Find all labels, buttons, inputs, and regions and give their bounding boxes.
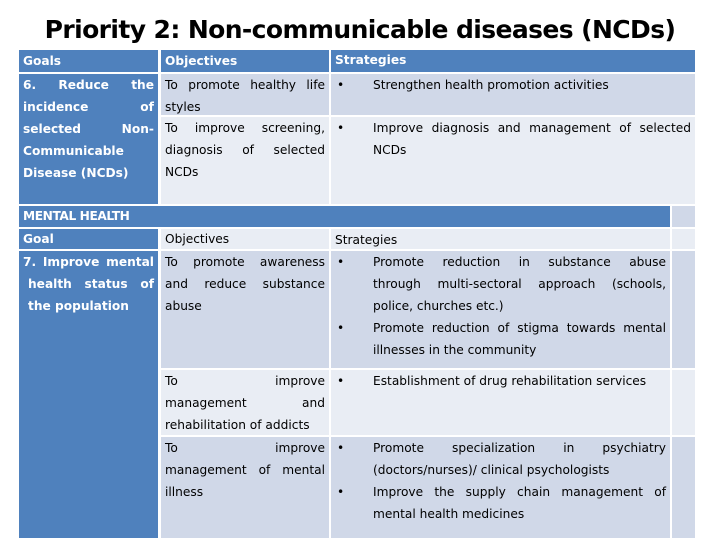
header-objectives-label: Objectives	[165, 232, 230, 246]
strategy-text-block	[373, 481, 666, 525]
bullet-icon: •	[337, 321, 345, 335]
objective-line: illness	[165, 485, 204, 499]
goal-line: the population	[28, 299, 129, 313]
mh-strategy-cell-2	[331, 370, 670, 435]
objective-line: styles	[165, 100, 201, 114]
strategy-text-block	[373, 251, 666, 317]
extra-column-row-1	[672, 251, 695, 368]
mh-goal-cell	[19, 251, 158, 538]
objective-line: and reduce substance	[165, 277, 325, 291]
strategy-text-block	[373, 117, 691, 161]
section-title-mental-health	[19, 206, 670, 227]
objective-line: To improve screening,	[165, 121, 325, 135]
header-objectives-mh	[161, 229, 329, 249]
strategy-item	[335, 251, 666, 317]
ncd-objective-cell-2	[161, 117, 329, 204]
mh-objective-cell-3	[161, 437, 329, 538]
extra-column-row-2	[672, 370, 695, 435]
strategy-text-block	[373, 437, 666, 481]
bullet-icon: •	[337, 255, 345, 269]
extra-column-goal-row	[672, 229, 695, 249]
mh-objective-cell-1	[161, 251, 329, 368]
strategy-item	[335, 437, 666, 481]
goal-line: Communicable	[23, 144, 124, 158]
header-strategies	[331, 50, 695, 72]
strategy-line: Promote reduction in substance abuse	[373, 255, 666, 269]
objective-line: management of mental	[165, 463, 325, 477]
strategy-line: Improve diagnosis and management of selected	[373, 121, 691, 135]
bullet-icon: •	[337, 441, 345, 455]
objective-line: To improve	[165, 374, 325, 388]
strategy-item	[335, 370, 666, 392]
ncd-strategy-cell-2	[331, 117, 695, 204]
header-strategies-mh	[331, 229, 670, 249]
goal-line: Disease (NCDs)	[23, 166, 129, 180]
strategy-text-block	[373, 317, 666, 361]
header-goals	[19, 50, 158, 72]
strategy-line: police, churches etc.)	[373, 299, 504, 313]
strategy-line: mental health medicines	[373, 507, 525, 521]
objective-line: To improve	[165, 441, 325, 455]
ncd-goal-cell	[19, 74, 158, 204]
goal-line: 6. Reduce the	[23, 78, 154, 92]
header-goal-label: Goal	[23, 232, 54, 246]
bullet-icon: •	[337, 485, 345, 499]
header-objectives	[161, 50, 329, 72]
objective-line: diagnosis of selected	[165, 143, 325, 157]
strategy-item	[335, 317, 666, 361]
strategy-line: through multi-sectoral approach (schools,	[373, 277, 666, 291]
ncd-strategy-cell-1	[331, 74, 695, 115]
goal-line: incidence of	[23, 100, 154, 114]
section-title-label: MENTAL HEALTH	[23, 209, 130, 223]
objective-line: management and	[165, 396, 325, 410]
bullet-icon: •	[337, 121, 345, 135]
header-goal	[19, 229, 158, 249]
objective-line: To promote healthy life	[165, 78, 325, 92]
strategy-line: Improve the supply chain management of	[373, 485, 666, 499]
strategy-line: NCDs	[373, 143, 407, 157]
bullet-icon: •	[337, 374, 345, 388]
objective-line: rehabilitation of addicts	[165, 418, 310, 432]
page-title: Priority 2: Non-communicable diseases (NCDs)	[44, 15, 676, 44]
strategy-line: Promote reduction of stigma towards mental	[373, 321, 666, 335]
strategy-line: Promote specialization in psychiatry	[373, 441, 666, 455]
mh-strategy-cell-1	[331, 251, 670, 368]
extra-column-row-3	[672, 437, 695, 538]
objective-line: To promote awareness	[165, 255, 325, 269]
bullet-icon: •	[337, 78, 345, 92]
goal-line: 7. Improve mental	[23, 255, 154, 269]
ncd-objective-cell-1	[161, 74, 329, 115]
header-objectives-label: Objectives	[165, 54, 238, 68]
strategy-text: Establishment of drug rehabilitation services	[373, 374, 647, 388]
header-goals-label: Goals	[23, 54, 62, 68]
objective-line: NCDs	[165, 165, 199, 179]
strategy-item	[335, 117, 691, 161]
strategy-item	[335, 481, 666, 525]
strategy-line: (doctors/nurses)/ clinical psychologists	[373, 463, 610, 477]
strategy-line: illnesses in the community	[373, 343, 537, 357]
header-strategies-label: Strategies	[335, 233, 398, 247]
mh-strategy-cell-3	[331, 437, 670, 538]
extra-column-header	[672, 206, 695, 227]
goal-line: selected Non-	[23, 122, 154, 136]
mh-objective-cell-2	[161, 370, 329, 435]
goal-line: health status of	[28, 277, 154, 291]
objective-line: abuse	[165, 299, 202, 313]
strategy-text: Strengthen health promotion activities	[373, 78, 609, 92]
strategy-item	[335, 74, 691, 96]
header-strategies-label: Strategies	[335, 53, 407, 67]
